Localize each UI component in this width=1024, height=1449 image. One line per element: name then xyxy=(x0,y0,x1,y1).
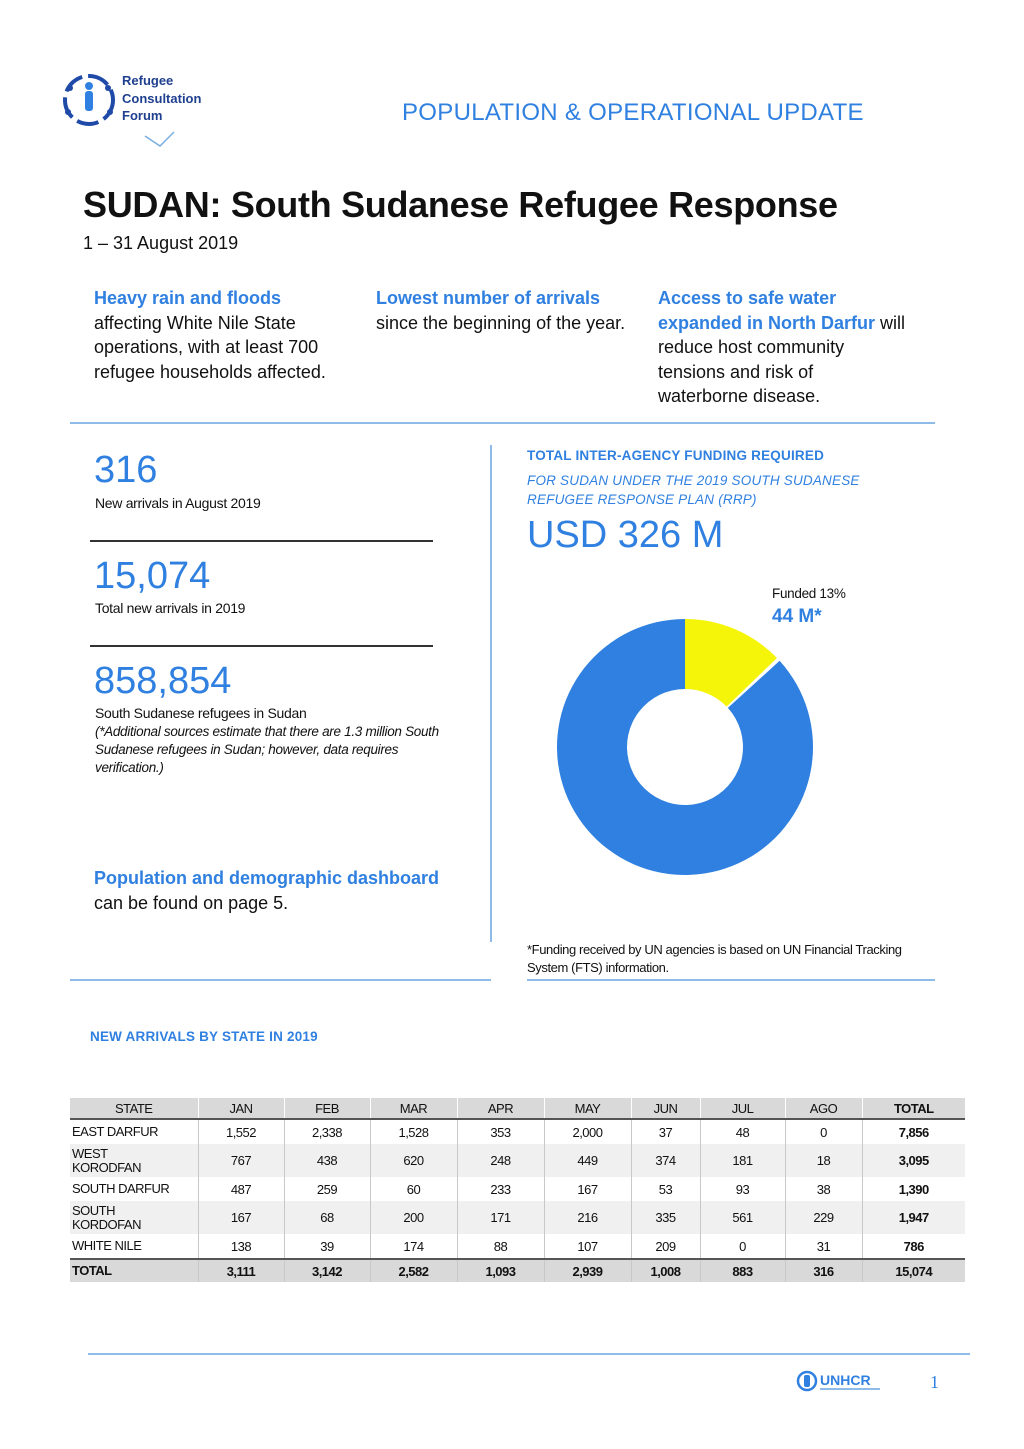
dashboard-link[interactable] xyxy=(94,866,454,915)
table-cell: 438 xyxy=(284,1144,370,1177)
table-cell-total: 1,947 xyxy=(862,1201,965,1234)
divider xyxy=(527,979,935,981)
divider xyxy=(70,979,491,981)
highlight-body: since the beginning of the year. xyxy=(376,312,626,333)
highlight-body: will reduce host community tensions and risk of waterborne disease. xyxy=(658,312,906,406)
col-header-feb: FEB xyxy=(284,1098,370,1119)
divider xyxy=(70,422,935,424)
table-cell: 229 xyxy=(785,1201,862,1234)
table-cell: 2,582 xyxy=(370,1259,457,1282)
table-cell: 3,111 xyxy=(198,1259,284,1282)
table-cell: 68 xyxy=(284,1201,370,1234)
stat-new-arrivals-value: 316 xyxy=(94,449,158,491)
funded-value: 44 M* xyxy=(772,606,822,627)
table-total-row xyxy=(70,1259,965,1282)
table-cell-state: WEST KORODFAN xyxy=(70,1144,198,1177)
table-cell-state: SOUTH KORDOFAN xyxy=(70,1201,198,1234)
stat-refugees-note: (*Additional sources estimate that there are 1.3 million South Sudanese refugees in Sudan; however, data requires verification.) xyxy=(95,724,439,775)
table-cell: 53 xyxy=(631,1177,700,1201)
col-header-jul: JUL xyxy=(700,1098,785,1119)
table-cell: 39 xyxy=(284,1234,370,1259)
table-cell: 233 xyxy=(457,1177,544,1201)
logo-word-forum: Forum xyxy=(122,108,163,123)
table-cell: 171 xyxy=(457,1201,544,1234)
table-cell: 620 xyxy=(370,1144,457,1177)
highlight-heading: Heavy rain and floods xyxy=(94,288,282,308)
table-cell: 107 xyxy=(544,1234,631,1259)
table-row xyxy=(70,1234,965,1259)
table-cell: 2,000 xyxy=(544,1119,631,1144)
highlight-heading: Access to safe water expanded in North Darfur xyxy=(658,288,876,333)
arrivals-table-title: NEW ARRIVALS BY STATE IN 2019 xyxy=(90,1029,318,1044)
table-cell: 181 xyxy=(700,1144,785,1177)
highlight-floods xyxy=(94,286,344,384)
table-cell: 93 xyxy=(700,1177,785,1201)
table-cell: 1,008 xyxy=(631,1259,700,1282)
funding-footnote: *Funding received by UN agencies is based on UN Financial Tracking System (FTS) information. xyxy=(527,942,902,975)
page-number: 1 xyxy=(930,1372,939,1392)
table-cell: 335 xyxy=(631,1201,700,1234)
col-header-apr: APR xyxy=(457,1098,544,1119)
table-cell-total: 1,390 xyxy=(862,1177,965,1201)
table-cell: 31 xyxy=(785,1234,862,1259)
table-cell: 18 xyxy=(785,1144,862,1177)
table-cell-state: SOUTH DARFUR xyxy=(72,1181,170,1196)
col-header-jan: JAN xyxy=(198,1098,284,1119)
table-cell-total: 15,074 xyxy=(862,1259,965,1282)
table-cell-total: 7,856 xyxy=(862,1119,965,1144)
table-cell: 767 xyxy=(198,1144,284,1177)
funding-heading: TOTAL INTER-AGENCY FUNDING REQUIRED xyxy=(527,448,825,463)
table-cell: 2,338 xyxy=(284,1119,370,1144)
dashboard-link-heading: Population and demographic dashboard xyxy=(94,868,440,888)
unhcr-logo-text: UNHCR xyxy=(820,1372,871,1388)
funding-donut-chart xyxy=(550,612,820,882)
table-cell: 374 xyxy=(631,1144,700,1177)
col-header-total: TOTAL xyxy=(862,1098,965,1119)
table-cell-total: 3,095 xyxy=(862,1144,965,1177)
table-cell: 200 xyxy=(370,1201,457,1234)
funded-label: Funded 13% xyxy=(772,586,846,601)
stat-divider xyxy=(90,540,433,542)
table-cell: 449 xyxy=(544,1144,631,1177)
highlight-body: affecting White Nile State operations, with at least 700 refugee households affected. xyxy=(94,312,326,382)
report-date: 1 – 31 August 2019 xyxy=(83,233,239,253)
logo-word-consultation: Consultation xyxy=(122,90,202,106)
col-header-may: MAY xyxy=(544,1098,631,1119)
table-cell: 60 xyxy=(370,1177,457,1201)
funding-total: USD 326 M xyxy=(527,514,724,556)
table-cell-state: WHITE NILE xyxy=(72,1238,142,1253)
table-cell: 1,093 xyxy=(457,1259,544,1282)
table-row xyxy=(70,1177,965,1201)
stat-divider xyxy=(90,645,433,647)
column-divider xyxy=(490,445,492,942)
table-cell: 167 xyxy=(198,1201,284,1234)
table-cell: 316 xyxy=(785,1259,862,1282)
table-row xyxy=(70,1119,965,1144)
table-cell: 883 xyxy=(700,1259,785,1282)
table-cell: 1,528 xyxy=(370,1119,457,1144)
stat-total-arrivals-caption: Total new arrivals in 2019 xyxy=(95,600,246,616)
table-cell: 48 xyxy=(700,1119,785,1144)
report-type: POPULATION & OPERATIONAL UPDATE xyxy=(402,99,864,126)
table-cell: 138 xyxy=(198,1234,284,1259)
page-title: SUDAN: South Sudanese Refugee Response xyxy=(83,184,838,225)
col-header-jun: JUN xyxy=(631,1098,700,1119)
col-header-state: STATE xyxy=(70,1098,198,1119)
dashboard-link-body: can be found on page 5. xyxy=(94,892,289,913)
table-row xyxy=(70,1201,965,1234)
table-cell-state: TOTAL xyxy=(70,1259,198,1282)
table-cell: 0 xyxy=(785,1119,862,1144)
highlight-arrivals xyxy=(376,286,626,335)
table-cell: 38 xyxy=(785,1177,862,1201)
arrivals-table xyxy=(70,1098,965,1282)
stat-new-arrivals-caption: New arrivals in August 2019 xyxy=(95,495,261,511)
table-cell: 353 xyxy=(457,1119,544,1144)
stat-refugees-value: 858,854 xyxy=(94,660,232,702)
table-cell: 174 xyxy=(370,1234,457,1259)
col-header-ago: AGO xyxy=(785,1098,862,1119)
logo-word-refugee: Refugee xyxy=(122,73,174,88)
col-header-mar: MAR xyxy=(370,1098,457,1119)
table-cell: 259 xyxy=(284,1177,370,1201)
logo-text xyxy=(122,72,201,125)
table-cell: 167 xyxy=(544,1177,631,1201)
table-cell: 0 xyxy=(700,1234,785,1259)
table-cell: 1,552 xyxy=(198,1119,284,1144)
footer-divider xyxy=(88,1353,970,1355)
table-cell: 3,142 xyxy=(284,1259,370,1282)
highlight-water xyxy=(658,286,908,409)
table-cell: 37 xyxy=(631,1119,700,1144)
table-cell: 2,939 xyxy=(544,1259,631,1282)
table-row xyxy=(70,1144,965,1177)
stat-total-arrivals-value: 15,074 xyxy=(94,555,211,597)
table-cell-state: EAST DARFUR xyxy=(72,1124,158,1139)
table-cell: 88 xyxy=(457,1234,544,1259)
table-cell: 487 xyxy=(198,1177,284,1201)
table-cell: 248 xyxy=(457,1144,544,1177)
table-cell-total: 786 xyxy=(862,1234,965,1259)
table-cell: 216 xyxy=(544,1201,631,1234)
unhcr-logo xyxy=(796,1370,888,1394)
table-cell: 209 xyxy=(631,1234,700,1259)
stat-refugees-caption: South Sudanese refugees in Sudan xyxy=(95,705,307,721)
highlight-heading: Lowest number of arrivals xyxy=(376,288,601,308)
table-cell: 561 xyxy=(700,1201,785,1234)
table-header-row xyxy=(70,1098,965,1119)
funding-subheading: FOR SUDAN UNDER THE 2019 SOUTH SUDANESE REFUGEE RESPONSE PLAN (RRP) xyxy=(527,473,860,507)
